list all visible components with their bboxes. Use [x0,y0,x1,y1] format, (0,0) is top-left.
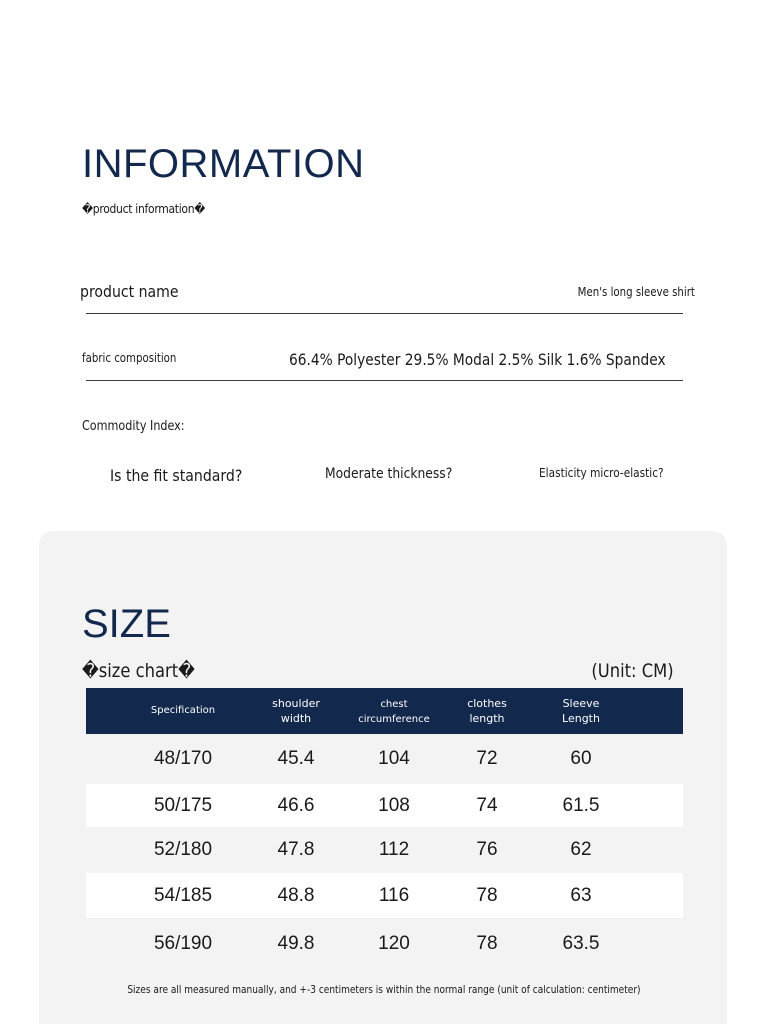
column-header-sleeve-length: Sleeve Length [562,697,600,725]
table-cell: 56/190 [153,933,213,954]
table-cell: 46.6 [277,794,315,816]
table-cell: 116 [378,884,410,906]
table-row [86,873,683,918]
size-table-header [86,688,683,734]
column-header-specification: Specification [150,705,216,716]
table-cell: 50/175 [153,794,213,816]
information-subtitle: �product information� [82,202,206,216]
table-row [86,918,683,970]
size-heading: SIZE [82,602,171,646]
table-cell: 108 [378,794,410,816]
table-cell: 74 [476,794,498,816]
column-header-clothes-length: clothes length [467,697,507,725]
divider [86,380,683,381]
table-cell: 104 [378,748,410,769]
table-cell: 120 [378,933,410,954]
table-row [86,784,683,827]
size-table-body [86,734,683,970]
footnote-text: Sizes are all measured manually, and +-3 centimeters is within the normal range (unit of calculation: centimeter) [127,983,641,996]
table-cell: 62 [570,839,592,860]
fabric-composition-value: 66.4% Polyester 29.5% Modal 2.5% Silk 1.6% Spandex [289,350,666,369]
table-cell: 47.8 [277,839,315,860]
table-cell: 63.5 [562,933,600,954]
table-cell: 52/180 [153,839,213,860]
table-cell: 45.4 [277,748,315,769]
index-item-fit: Is the fit standard? [110,466,243,485]
table-cell: 61.5 [562,794,600,816]
table-cell: 76 [476,839,498,860]
table-cell: 49.8 [277,933,315,954]
table-cell: 48/170 [153,748,213,769]
index-item-thickness: Moderate thickness? [325,466,453,482]
table-cell: 112 [378,839,410,860]
size-chart-label: �size chart� [82,660,195,682]
table-row [86,734,683,784]
divider [86,313,683,314]
product-name-label: product name [80,282,179,301]
table-cell: 63 [570,884,592,906]
table-cell: 48.8 [277,884,315,906]
column-header-chest-circumference: chest circumference [358,699,430,725]
table-cell: 78 [476,933,498,954]
size-table [86,688,683,970]
fabric-composition-label: fabric composition [82,351,177,365]
index-item-elasticity: Elasticity micro-elastic? [539,466,664,480]
table-row [86,827,683,873]
column-header-shoulder-width: shoulder width [272,697,320,725]
table-cell: 72 [476,748,498,769]
table-cell: 60 [570,748,592,769]
unit-label: (Unit: CM) [591,660,674,682]
product-name-value: Men's long sleeve shirt [577,285,695,299]
table-cell: 54/185 [153,884,213,906]
table-cell: 78 [476,884,498,906]
measurement-footnote [0,983,768,996]
commodity-index-label: Commodity Index: [82,419,185,434]
information-heading: INFORMATION [82,142,365,186]
